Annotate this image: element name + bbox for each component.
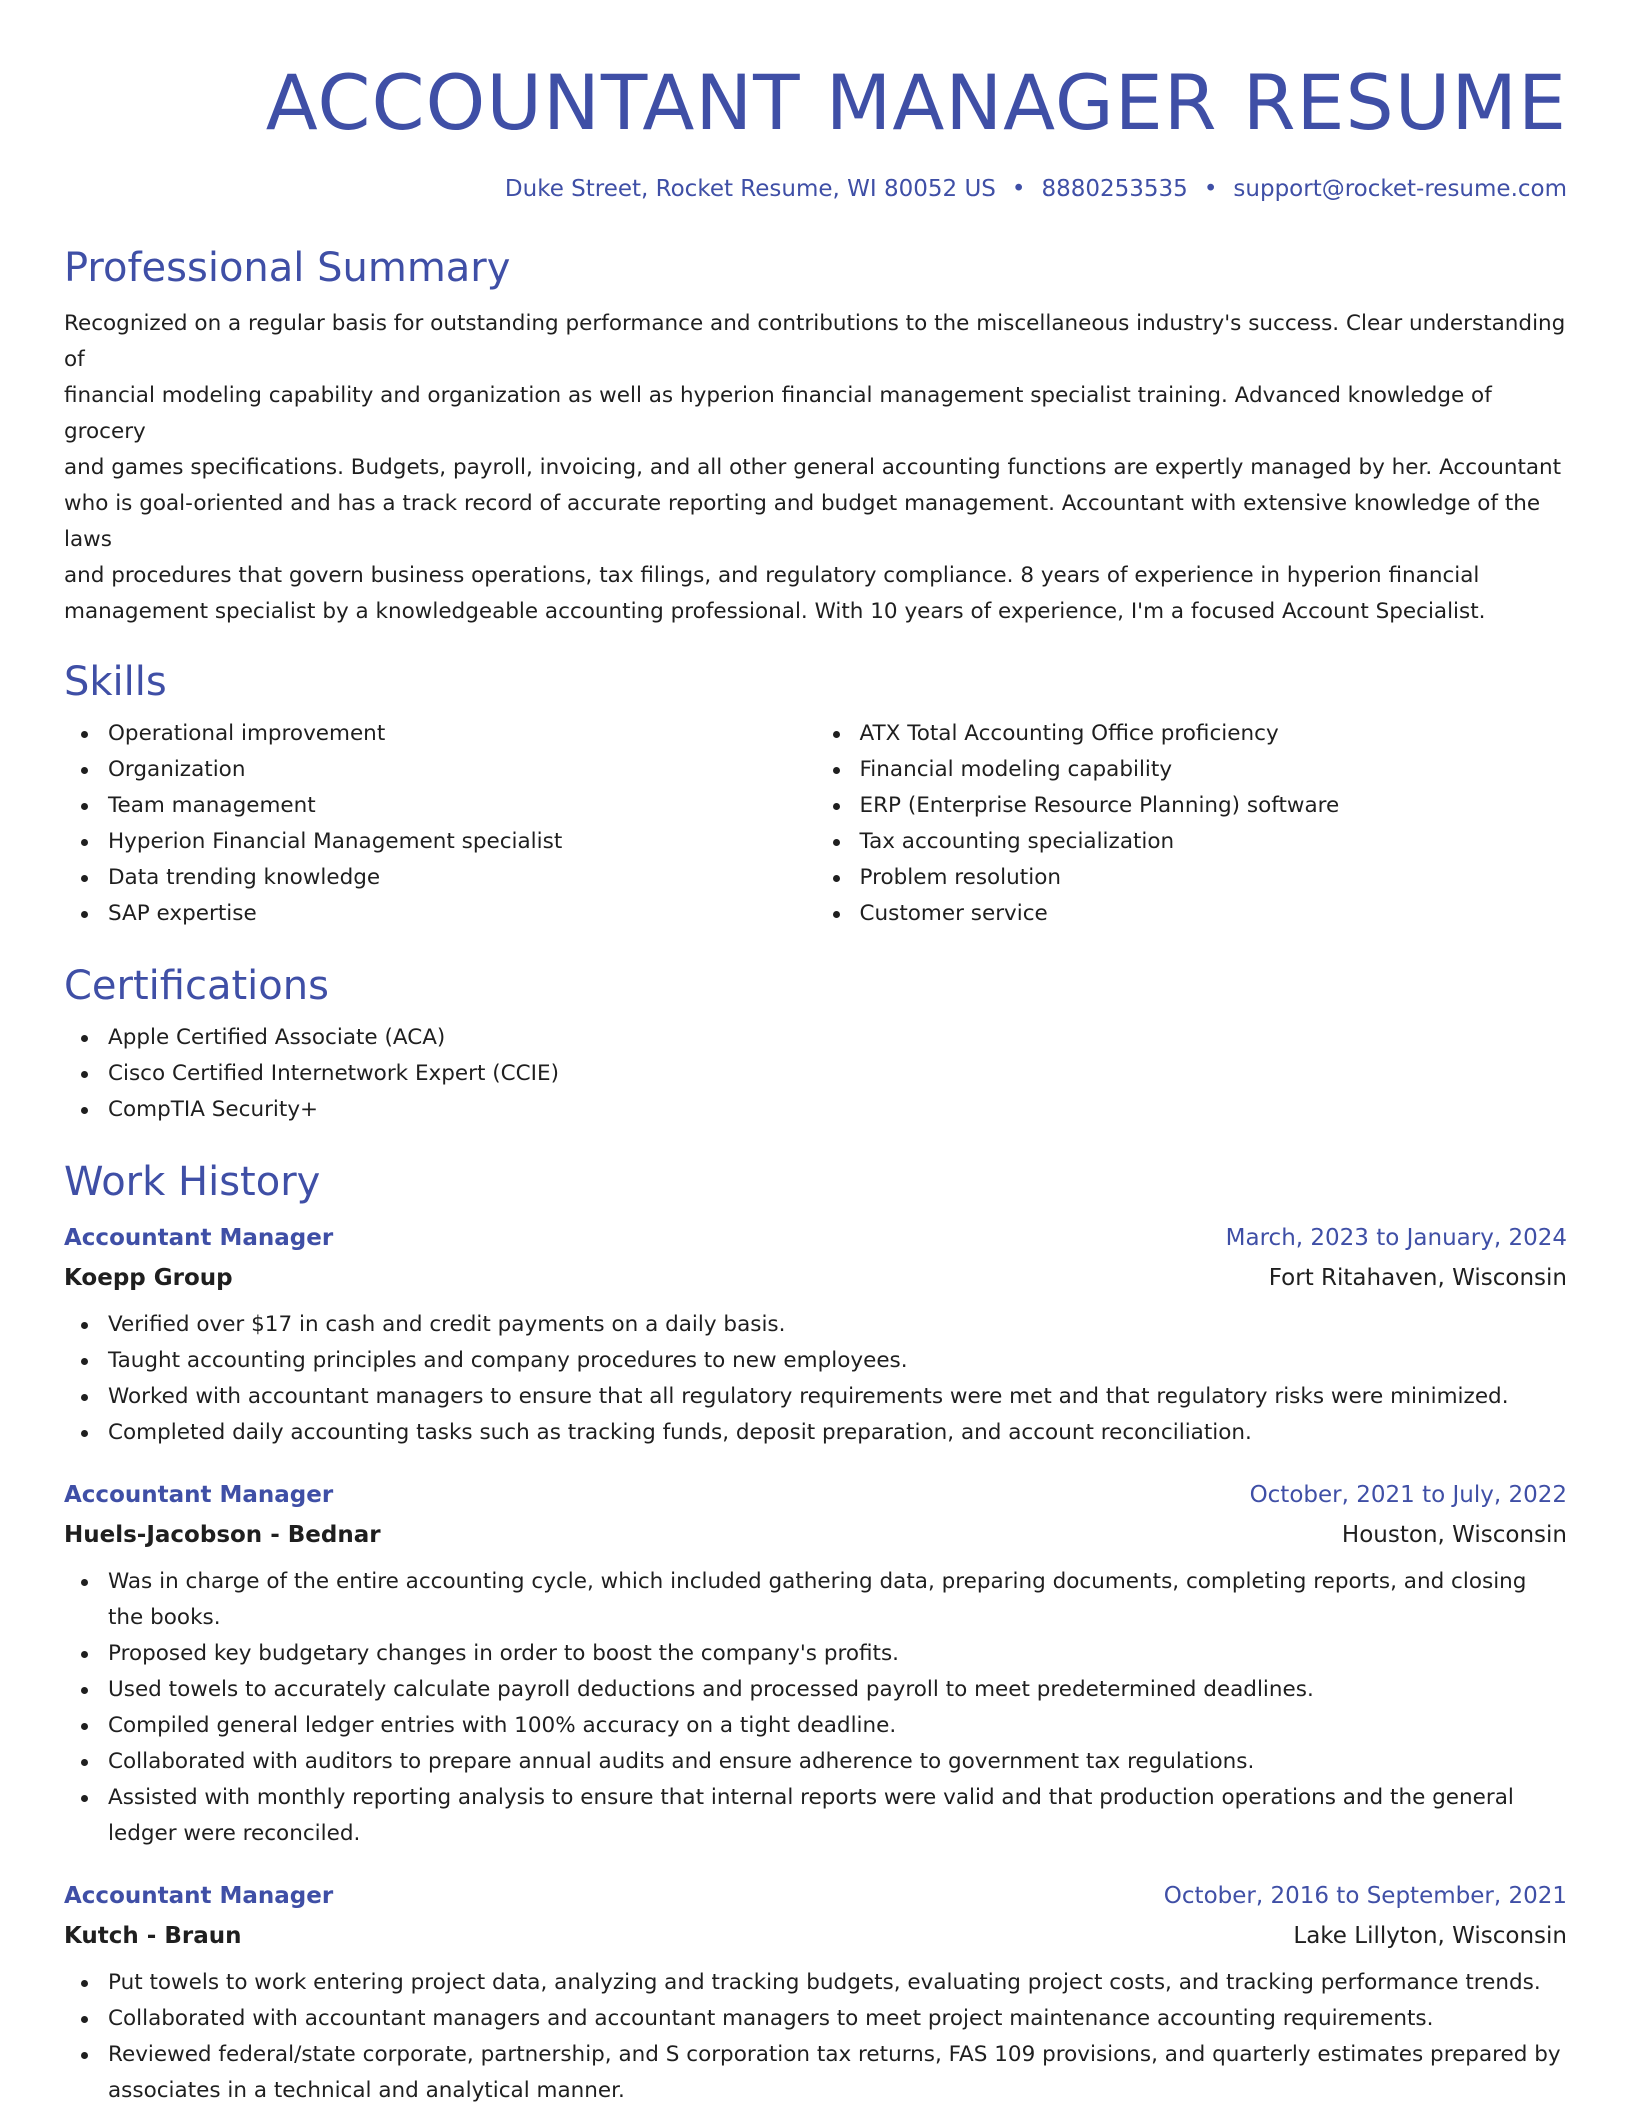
- resume-title: ACCOUNTANT MANAGER RESUME: [265, 58, 1567, 147]
- job-title: Accountant Manager: [64, 1225, 334, 1251]
- job-location: Lake Lillyton, Wisconsin: [1293, 1923, 1567, 1949]
- resume-page: [64, 0, 1567, 2109]
- job-bullet: Collaborated with auditors to prepare annual audits and ensure adherence to government tax regulations.: [108, 1744, 1567, 1780]
- summary-line: financial modeling capability and organization as well as hyperion financial management specialist training. Advanced knowledge of grocery: [64, 383, 1492, 444]
- contact-separator: •: [1203, 176, 1218, 202]
- job-header: [64, 1475, 1567, 1515]
- job-company: Kutch - Braun: [64, 1923, 242, 1949]
- job-subheader: [64, 1515, 1567, 1555]
- work-history-heading: Work History: [64, 1159, 321, 1205]
- job-bullet: Put towels to work entering project data, analyzing and tracking budgets, evaluating project costs, and tracking performance trends.: [108, 1965, 1567, 2001]
- summary-line: and procedures that govern business operations, tax filings, and regulatory compliance. 8 years of experience in hyperion financial: [64, 563, 1480, 588]
- certification-item: CompTIA Security+: [108, 1092, 1567, 1128]
- skill-item: Financial modeling capability: [860, 752, 1568, 788]
- skill-item: ATX Total Accounting Office proficiency: [860, 716, 1568, 752]
- job-location: Fort Ritahaven, Wisconsin: [1268, 1265, 1567, 1291]
- job-dates: March, 2023 to January, 2024: [1225, 1225, 1567, 1251]
- summary-line: management specialist by a knowledgeable accounting professional. With 10 years of experience, I'm a focused Account Specialist.: [64, 599, 1486, 624]
- job-header: [64, 1876, 1567, 1916]
- job-bullet: Reviewed federal/state corporate, partnership, and S corporation tax returns, FAS 109 provisions, and quarterly estimates prepared by associates in a technical and analytical manner.: [108, 2037, 1567, 2109]
- job-dates: October, 2016 to September, 2021: [1163, 1883, 1567, 1909]
- skill-item: Operational improvement: [108, 716, 816, 752]
- skill-item: Problem resolution: [860, 860, 1568, 896]
- email: support@rocket-resume.com: [1233, 176, 1567, 202]
- job-bullet: Was in charge of the entire accounting cycle, which included gathering data, preparing documents, completing reports, and closing the books.: [108, 1564, 1567, 1636]
- skills-heading: Skills: [64, 659, 167, 705]
- job-header: [64, 1218, 1567, 1258]
- job-bullet: Worked with accountant managers to ensure that all regulatory requirements were met and that regulatory risks were minimized.: [108, 1379, 1567, 1415]
- skill-item: Tax accounting specialization: [860, 824, 1568, 860]
- certification-item: Cisco Certified Internetwork Expert (CCIE): [108, 1056, 1567, 1092]
- skill-item: Organization: [108, 752, 816, 788]
- job-bullet: Taught accounting principles and company procedures to new employees.: [108, 1343, 1567, 1379]
- address: Duke Street, Rocket Resume, WI 80052 US: [504, 176, 996, 202]
- skill-item: Team management: [108, 788, 816, 824]
- certifications-heading: Certifications: [64, 963, 329, 1009]
- job-company: Huels-Jacobson - Bednar: [64, 1522, 381, 1548]
- job-company: Koepp Group: [64, 1265, 233, 1291]
- job-dates: October, 2021 to July, 2022: [1249, 1482, 1567, 1508]
- summary-paragraph: [64, 306, 1567, 630]
- job-bullet: Compiled general ledger entries with 100% accuracy on a tight deadline.: [108, 1708, 1567, 1744]
- job-bullets: [64, 1564, 1567, 1852]
- skills-list: [64, 716, 1567, 932]
- job-entry: [64, 1218, 1567, 1451]
- job-subheader: [64, 1916, 1567, 1956]
- work-history: [64, 1218, 1567, 2109]
- phone: 8880253535: [1041, 176, 1188, 202]
- certification-item: Apple Certified Associate (ACA): [108, 1020, 1567, 1056]
- skill-item: Hyperion Financial Management specialist: [108, 824, 816, 860]
- summary-line: who is goal-oriented and has a track record of accurate reporting and budget management. Accountant with extensive knowledge of the laws: [64, 491, 1541, 552]
- job-bullets: [64, 1965, 1567, 2109]
- job-bullet: Verified over $17 in cash and credit payments on a daily basis.: [108, 1307, 1567, 1343]
- job-title: Accountant Manager: [64, 1482, 334, 1508]
- job-entry: [64, 1475, 1567, 1852]
- skill-item: SAP expertise: [108, 896, 816, 932]
- certifications-list: [64, 1020, 1567, 1128]
- skill-item: ERP (Enterprise Resource Planning) software: [860, 788, 1568, 824]
- contact-separator: •: [1011, 176, 1026, 202]
- job-entry: [64, 1876, 1567, 2109]
- skill-item: Customer service: [860, 896, 1568, 932]
- job-subheader: [64, 1258, 1567, 1298]
- skills-column-left: [64, 716, 816, 932]
- contact-line: [64, 174, 1567, 204]
- job-title: Accountant Manager: [64, 1883, 334, 1909]
- skills-column-right: [816, 716, 1568, 932]
- job-bullet: Collaborated with accountant managers and accountant managers to meet project maintenance accounting requirements.: [108, 2001, 1567, 2037]
- skill-item: Data trending knowledge: [108, 860, 816, 896]
- summary-line: and games specifications. Budgets, payroll, invoicing, and all other general accounting functions are expertly managed by her. Accountant: [64, 455, 1562, 480]
- job-location: Houston, Wisconsin: [1341, 1522, 1567, 1548]
- job-bullets: [64, 1307, 1567, 1451]
- summary-line: Recognized on a regular basis for outstanding performance and contributions to the miscellaneous industry's success. Clear understanding of: [64, 311, 1566, 372]
- job-bullet: Used towels to accurately calculate payroll deductions and processed payroll to meet predetermined deadlines.: [108, 1672, 1567, 1708]
- job-bullet: Proposed key budgetary changes in order to boost the company's profits.: [108, 1636, 1567, 1672]
- job-bullet: Assisted with monthly reporting analysis to ensure that internal reports were valid and that production operations and the general ledger were reconciled.: [108, 1780, 1567, 1852]
- summary-heading: Professional Summary: [64, 245, 511, 291]
- job-bullet: Completed daily accounting tasks such as tracking funds, deposit preparation, and account reconciliation.: [108, 1415, 1567, 1451]
